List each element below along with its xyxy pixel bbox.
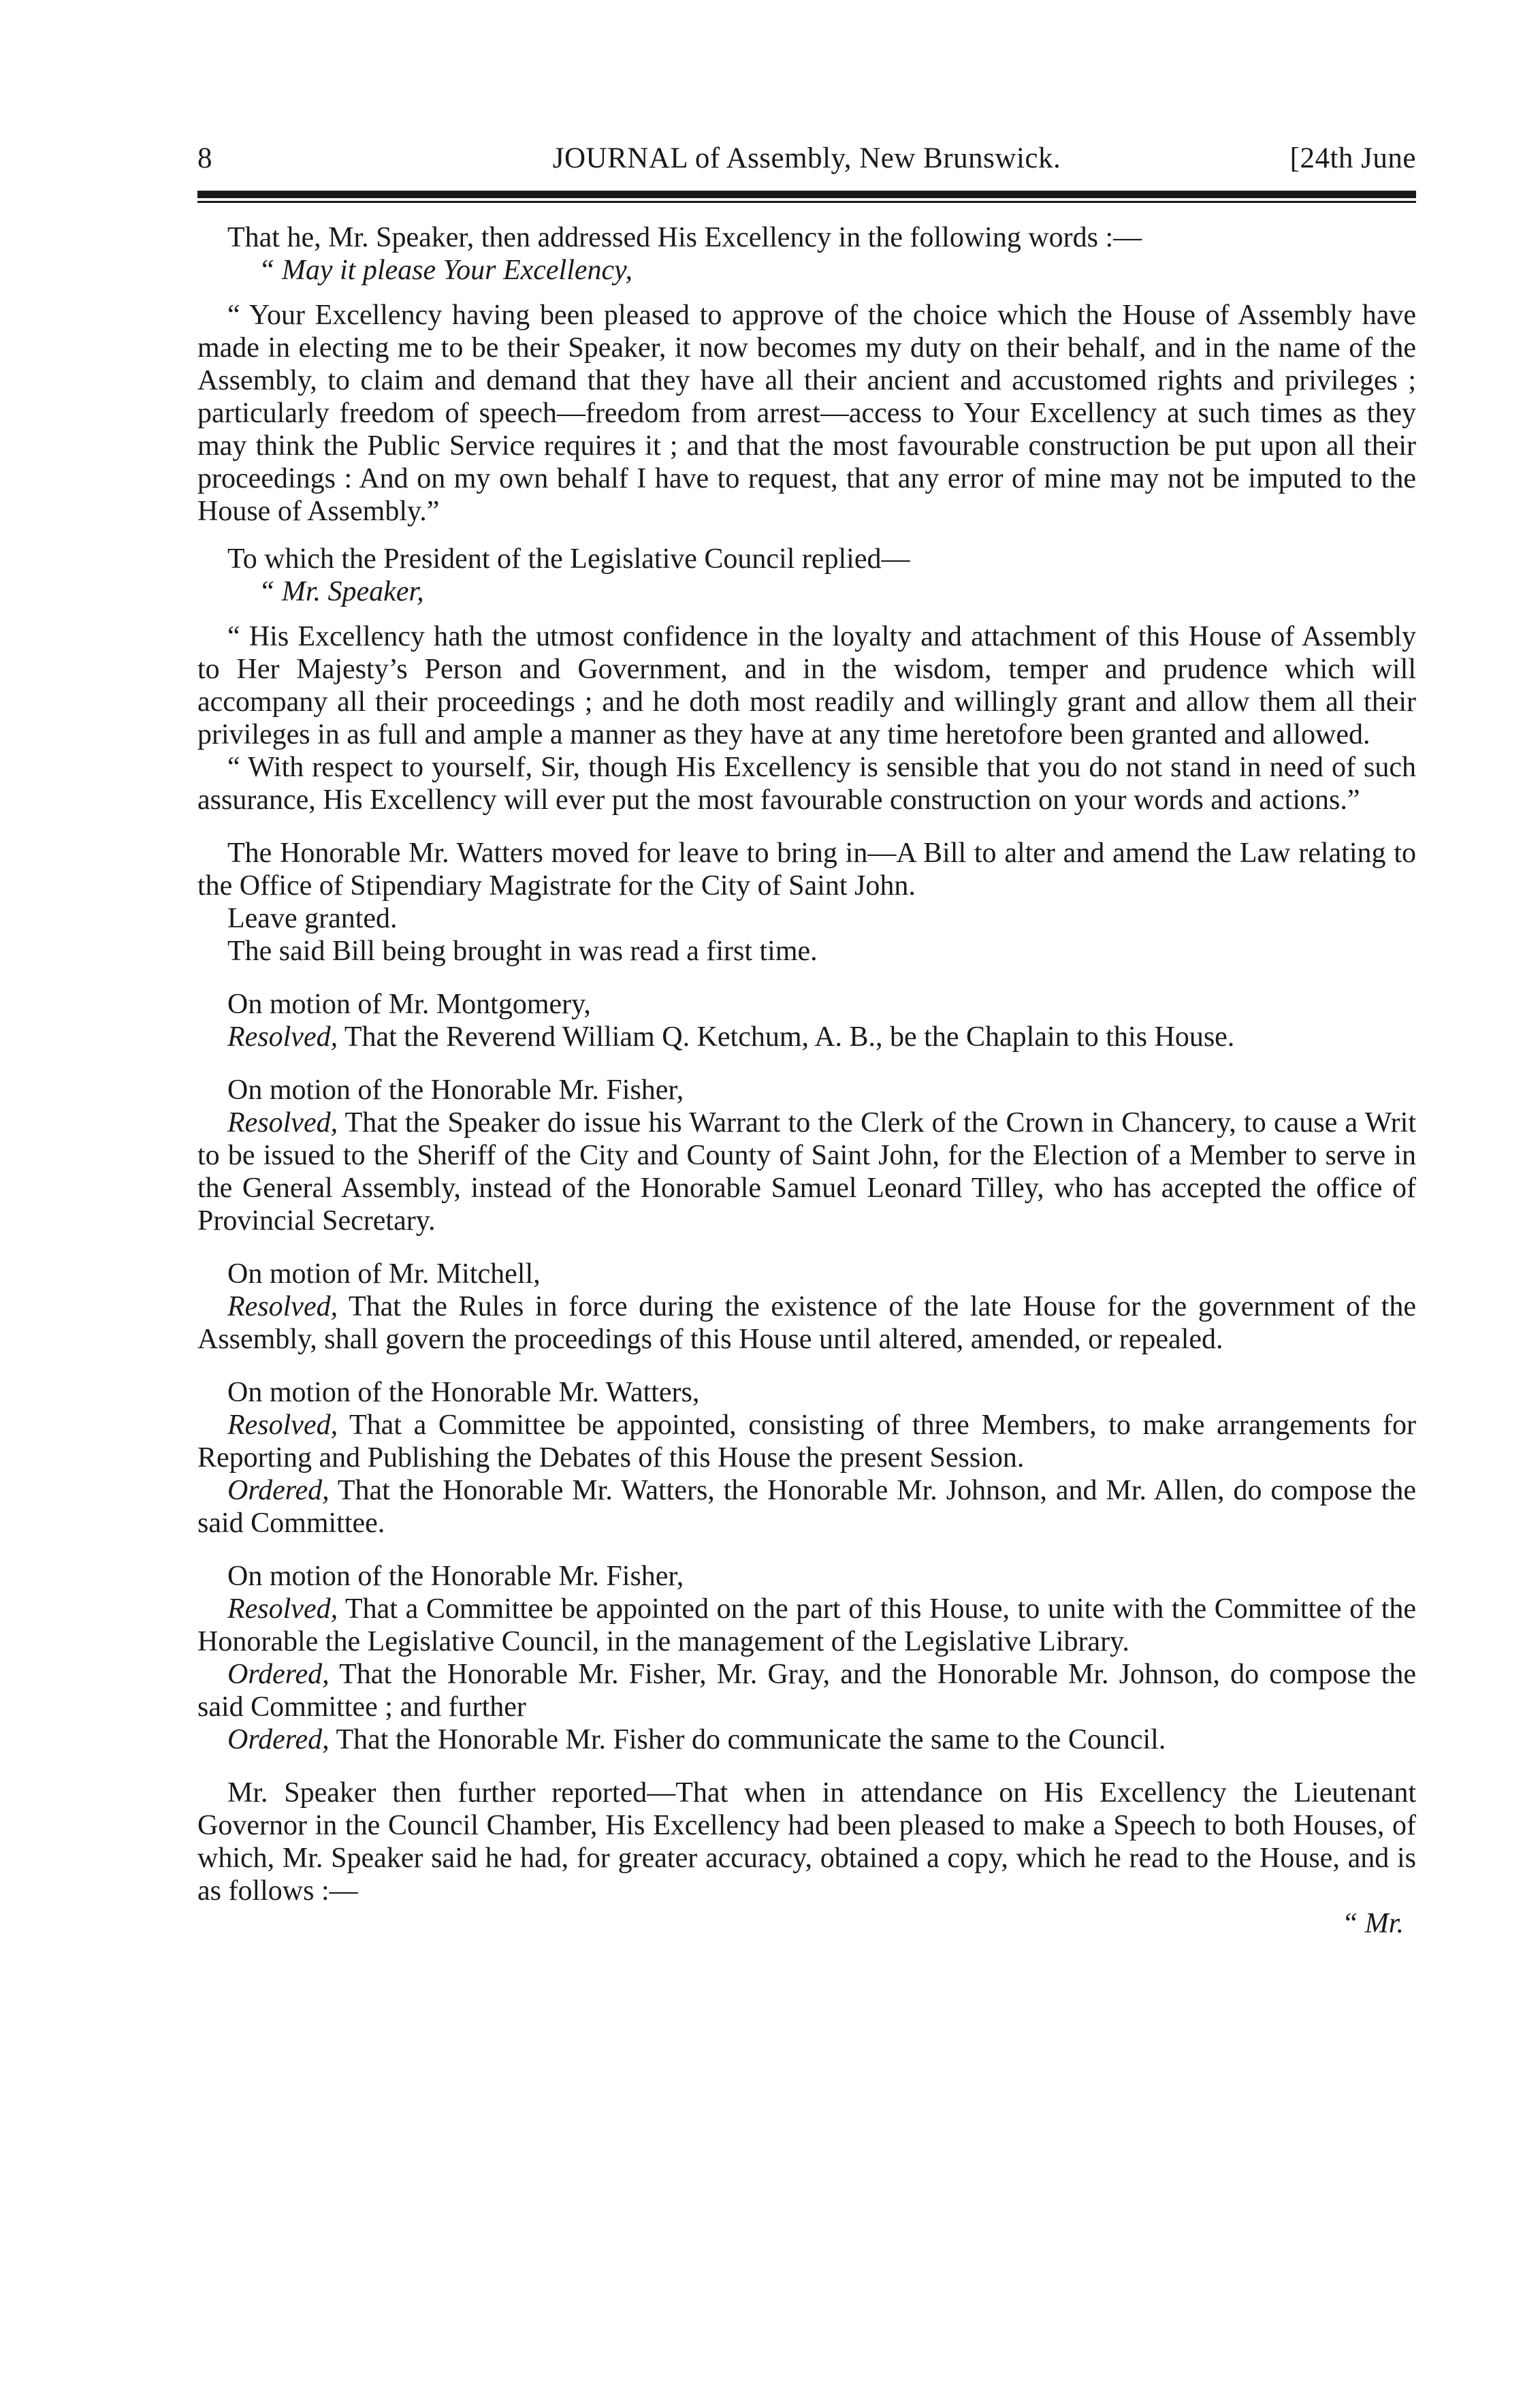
president-reply-intro: To which the President of the Legislative Council replied— [227, 543, 910, 575]
motion-fisher-1: On motion of the Honorable Mr. Fisher, [227, 1074, 684, 1106]
catchword: “ Mr. [1341, 1908, 1404, 1939]
page-number: 8 [197, 142, 212, 174]
resolution-library [197, 1593, 1416, 1658]
reply-paragraph-2: “ With respect to yourself, Sir, though His Excellency is sensible that you do not stand in need of such assurance, His Excellency will ever put the most favourable construction on your words and actions.” [197, 752, 1416, 816]
order-reporting-committee [197, 1474, 1416, 1540]
resolved-label: Resolved, [227, 1410, 338, 1441]
order-library-committee [197, 1658, 1416, 1723]
resolution-chaplain [197, 1021, 1416, 1053]
motion-montgomery: On motion of Mr. Montgomery, [227, 989, 591, 1020]
order-communicate [197, 1723, 1416, 1756]
ordered-label: Ordered, [227, 1724, 330, 1755]
ordered-label: Ordered, [227, 1659, 330, 1690]
resolution-writ [197, 1107, 1416, 1237]
order-text: That the Honorable Mr. Watters, the Honorable Mr. Johnson, and Mr. Allen, do compose the said Committee. [197, 1475, 1416, 1539]
resolution-text: That the Rules in force during the existence of the late House for the government of the Assembly, shall govern the proceedings of this House until altered, amended, or repealed. [197, 1291, 1416, 1355]
journal-body [197, 221, 1416, 1940]
header-date: [24th June [1289, 142, 1416, 174]
resolution-reporting [197, 1409, 1416, 1474]
resolved-label: Resolved, [227, 1107, 338, 1139]
leave-granted: Leave granted. [227, 903, 398, 934]
first-reading: The said Bill being brought in was read a first time. [227, 936, 818, 967]
bill-motion: The Honorable Mr. Watters moved for leave to bring in—A Bill to alter and amend the Law relating to the Office of Stipendiary Magistrate for the City of Saint John. [197, 838, 1416, 902]
running-header [197, 135, 1416, 182]
resolution-text: That the Reverend William Q. Ketchum, A. B., be the Chaplain to this House. [344, 1021, 1235, 1053]
header-rule-thick [197, 191, 1416, 198]
resolution-text: That the Speaker do issue his Warrant to the Clerk of the Crown in Chancery, to cause a Writ to be issued to the Sheriff of the City and County of Saint John, for the Election of a Member to serve in the General Assembly, instead of the Honorable Samuel Leonard Tilley, who has accepted the office of Provincial Secretary. [197, 1107, 1416, 1237]
order-text: That the Honorable Mr. Fisher do communicate the same to the Council. [336, 1724, 1166, 1755]
reply-paragraph-1: “ His Excellency hath the utmost confidence in the loyalty and attachment of this House of Assembly to Her Majesty’s Person and Government, and in the wisdom, temper and prudence which will accompany all their proceedings ; and he doth most readily and willingly grant and allow them all their privileges in as full and ample a manner as they have at any time heretofore been granted and allowed. [197, 621, 1416, 750]
salutation-speaker: “ Mr. Speaker, [259, 576, 424, 607]
motion-mitchell: On motion of Mr. Mitchell, [227, 1258, 541, 1290]
header-rule-thin [197, 201, 1416, 203]
speaker-address-text: “ Your Excellency having been pleased to approve of the choice which the House of Assembly have made in electing me to be their Speaker, it now becomes my duty on their behalf, and in the name of the Assembly, to claim and demand that they have all their ancient and accustomed rights and privileges ; particularly freedom of speech—freedom from arrest—access to Your Excellency at such times as they may think the Public Service requires it ; and that the most favourable construction be put upon all their proceedings : And on my own behalf I have to request, that any error of mine may not be imputed to the House of Assembly.” [197, 300, 1416, 527]
resolved-label: Resolved, [227, 1021, 338, 1053]
speaker-address-intro: That he, Mr. Speaker, then addressed His Excellency in the following words :— [227, 222, 1142, 253]
resolved-label: Resolved, [227, 1291, 338, 1322]
speaker-report: Mr. Speaker then further reported—That when in attendance on His Excellency the Lieutenant Governor in the Council Chamber, His Excellency had been pleased to make a Speech to both Houses, of which, Mr. Speaker said he had, for greater accuracy, obtained a copy, which he read to the House, and is as follows :— [197, 1777, 1416, 1907]
resolved-label: Resolved, [227, 1593, 338, 1625]
ordered-label: Ordered, [227, 1475, 330, 1506]
motion-fisher-2: On motion of the Honorable Mr. Fisher, [227, 1561, 684, 1592]
resolution-text: That a Committee be appointed on the part of this House, to unite with the Committee of the Honorable the Legislative Council, in the management of the Legislative Library. [197, 1593, 1417, 1657]
order-text: That the Honorable Mr. Fisher, Mr. Gray, and the Honorable Mr. Johnson, do compose the said Committee ; and further [197, 1659, 1416, 1723]
resolution-text: That a Committee be appointed, consisting of three Members, to make arrangements for Reporting and Publishing the Debates of this House the present Session. [197, 1410, 1416, 1474]
resolution-rules [197, 1290, 1416, 1356]
motion-watters: On motion of the Honorable Mr. Watters, [227, 1377, 700, 1408]
salutation-excellency: “ May it please Your Excellency, [259, 255, 632, 286]
running-title: JOURNAL of Assembly, New Brunswick. [552, 142, 1061, 174]
